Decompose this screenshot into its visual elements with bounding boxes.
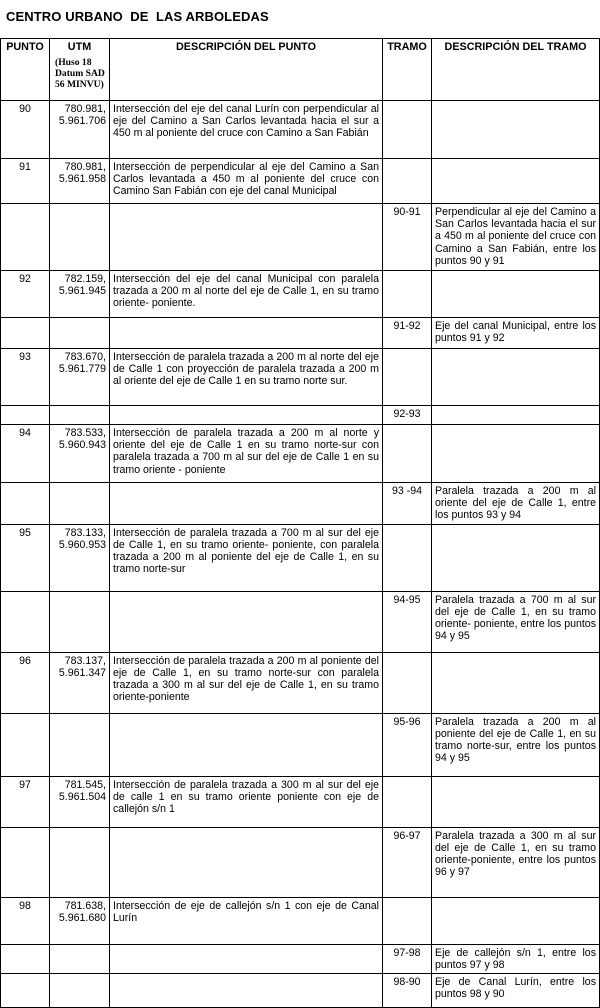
utm-cell [50,349,110,406]
segment-row [1,318,600,349]
segment-description [432,776,600,827]
tramo-cell: 93 -94 [383,483,432,525]
header-punto: PUNTO [1,39,50,101]
utm-cell [50,318,110,349]
segment-row [1,944,600,973]
punto-cell [1,591,50,652]
segment-row [1,591,600,652]
point-description [110,713,383,776]
tramo-cell [383,101,432,159]
point-description [110,591,383,652]
utm-y: 5.961.347 [58,666,106,679]
tramo-cell: 96-97 [383,827,432,897]
utm-x: 783.137, [64,654,106,667]
point-description: Intersección del eje del canal Lurín con perpendicular al eje del Camino a San Carlos levantada hacia el sur a 450 m al poniente del cruce con Camino a San Fabián [110,101,383,159]
point-description: Intersección de eje de callejón s/n 1 con eje de Canal Lurín [110,897,383,944]
header-utm-note: (Huso 18 Datum SAD 56 MINVU) [55,57,105,91]
punto-cell [1,483,50,525]
utm-cell [50,591,110,652]
utm-cell [50,425,110,483]
point-description: Intersección de paralela trazada a 700 m al sur del eje de Calle 1, en su tramo oriente- poniente, con paralela trazada a 200 m al poniente del eje de Calle 1, en su tramo norte-sur [110,524,383,591]
header-row [1,39,600,101]
utm-x: 780.981, [64,103,106,115]
utm-y: 5.961.706 [58,115,106,128]
point-row [1,349,600,406]
tramo-cell: 94-95 [383,591,432,652]
point-row [1,524,600,591]
point-row [1,425,600,483]
punto-cell: 95 [1,524,50,591]
point-description [110,318,383,349]
segment-description [432,897,600,944]
utm-cell [50,483,110,525]
segment-description [432,159,600,204]
punto-cell [1,713,50,776]
tramo-cell: 90-91 [383,204,432,271]
punto-cell [1,944,50,973]
segment-description [432,406,600,425]
utm-y: 5.961.945 [58,285,106,298]
tramo-cell [383,652,432,713]
point-description: Intersección de perpendicular al eje del Camino a San Carlos levantada a 450 m al poniente del cruce con Camino San Fabián con eje del canal Municipal [110,159,383,204]
segment-description [432,349,600,406]
tramo-cell [383,271,432,318]
punto-cell [1,406,50,425]
segment-description [432,101,600,159]
tramo-cell [383,524,432,591]
utm-x: 781.545, [64,778,106,791]
point-description [110,827,383,897]
segment-row [1,204,600,271]
point-row [1,897,600,944]
tramo-cell [383,425,432,483]
utm-y: 5.961.958 [58,173,106,186]
utm-cell [50,713,110,776]
punto-cell: 96 [1,652,50,713]
utm-x: 780.981, [64,161,106,173]
punto-cell: 98 [1,897,50,944]
point-description: Intersección del eje del canal Municipal con paralela trazada a 200 m al norte del eje de Calle 1, en su tramo oriente- poniente. [110,271,383,318]
punto-cell [1,204,50,271]
tramo-cell: 97-98 [383,944,432,973]
point-description [110,483,383,525]
point-description [110,944,383,973]
utm-x: 783.533, [64,427,106,439]
utm-cell [50,827,110,897]
utm-y: 5.961.680 [58,911,106,924]
utm-y: 5.960.943 [58,439,106,452]
tramo-cell: 92-93 [383,406,432,425]
punto-cell [1,974,50,1008]
tramo-cell [383,159,432,204]
tramo-cell [383,349,432,406]
segment-description: Eje de callejón s/n 1, entre los puntos 97 y 98 [432,944,600,973]
segment-row [1,713,600,776]
utm-cell [50,271,110,318]
segment-description: Paralela trazada a 300 m al sur del eje de Calle 1, en su tramo oriente-poniente, entre los puntos 96 y 97 [432,827,600,897]
segment-row [1,483,600,525]
utm-cell [50,897,110,944]
utm-y: 5.961.779 [58,363,106,376]
segment-row [1,827,600,897]
tramo-cell: 98-90 [383,974,432,1008]
utm-cell [50,159,110,204]
header-tramo: TRAMO [383,39,432,101]
point-description: Intersección de paralela trazada a 300 m al sur del eje de calle 1 en su tramo oriente poniente con eje de callejón s/n 1 [110,776,383,827]
header-utm [50,39,110,101]
tramo-cell: 95-96 [383,713,432,776]
point-row [1,776,600,827]
utm-cell [50,406,110,425]
point-description: Intersección de paralela trazada a 200 m al norte del eje de Calle 1 con proyección de paralela trazada a 200 m al oriente del eje de Calle 1 en su tramo norte sur. [110,349,383,406]
point-description [110,204,383,271]
point-row [1,271,600,318]
point-description: Intersección de paralela trazada a 200 m al norte y oriente del eje de Calle 1 en su tramo norte-sur con paralela trazada a 700 m al sur del eje de Calle 1 en su tramo oriente - poniente [110,425,383,483]
punto-cell: 92 [1,271,50,318]
point-row [1,159,600,204]
point-description [110,974,383,1008]
utm-cell [50,652,110,713]
segment-row [1,974,600,1008]
document-title: CENTRO URBANO DE LAS ARBOLEDAS [6,9,269,24]
punto-cell: 93 [1,349,50,406]
point-row [1,652,600,713]
utm-x: 783.133, [64,526,106,539]
utm-cell [50,974,110,1008]
segment-description: Paralela trazada a 700 m al sur del eje de Calle 1, en su tramo oriente- poniente, entre los puntos 94 y 95 [432,591,600,652]
punto-cell [1,827,50,897]
segment-row [1,406,600,425]
point-row [1,101,600,159]
header-desc-punto: DESCRIPCIÓN DEL PUNTO [110,39,383,101]
segment-description: Paralela trazada a 200 m al poniente del eje de Calle 1, en su tramo norte-sur, entre los puntos 94 y 95 [432,713,600,776]
utm-x: 783.670, [64,351,106,363]
punto-cell: 94 [1,425,50,483]
utm-x: 781.638, [64,899,106,912]
segment-description: Paralela trazada a 200 m al oriente del eje de Calle 1, entre los puntos 93 y 94 [432,483,600,525]
tramo-cell [383,776,432,827]
utm-y: 5.961.504 [58,790,106,803]
punto-cell: 90 [1,101,50,159]
utm-y: 5.960.953 [58,538,106,551]
header-desc-tramo: DESCRIPCIÓN DEL TRAMO [432,39,600,101]
utm-cell [50,524,110,591]
point-description: Intersección de paralela trazada a 200 m al poniente del eje de Calle 1, en su tramo norte-sur con paralela trazada a 300 m al sur del eje de Calle 1, en su tramo oriente-poniente [110,652,383,713]
tramo-cell [383,897,432,944]
segment-description: Perpendicular al eje del Camino a San Carlos levantada hacia el sur a 450 m al poniente del cruce con Camino a San Fabián, entre los puntos 90 y 91 [432,204,600,271]
utm-cell [50,776,110,827]
point-description [110,406,383,425]
utm-cell [50,944,110,973]
tramo-cell: 91-92 [383,318,432,349]
punto-cell: 91 [1,159,50,204]
punto-cell [1,318,50,349]
punto-cell: 97 [1,776,50,827]
segment-description: Eje de Canal Lurín, entre los puntos 98 y 90 [432,974,600,1008]
utm-cell [50,101,110,159]
header-utm-label: UTM [67,41,92,53]
segment-description [432,271,600,318]
segment-description [432,524,600,591]
utm-x: 782.159, [64,273,106,285]
segment-description [432,652,600,713]
utm-cell [50,204,110,271]
segment-description: Eje del canal Municipal, entre los puntos 91 y 92 [432,318,600,349]
segment-description [432,425,600,483]
boundary-table [0,38,600,1008]
